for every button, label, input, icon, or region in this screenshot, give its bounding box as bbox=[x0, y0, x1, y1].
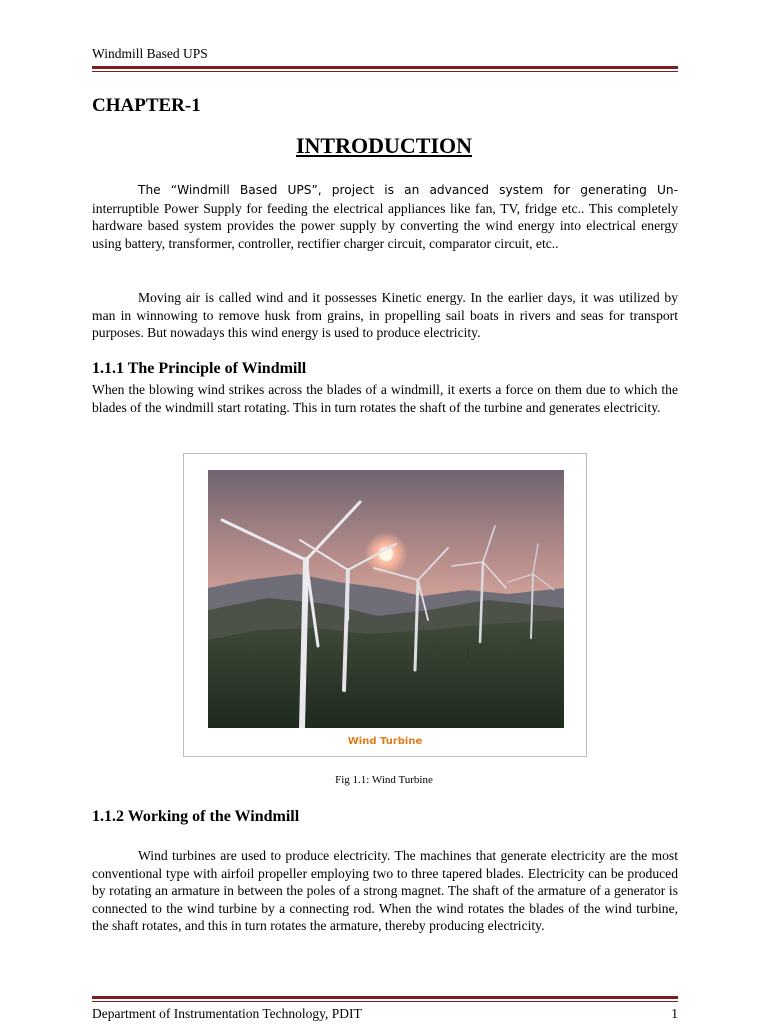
intro-paragraph-2-text: Moving air is called wind and it possesses Kinetic energy. In the earlier days, it was utilized by man in winnowing to remove husk from grains, in propelling sail boats in rivers and seas for transport purposes. But nowadays this wind energy is used to produce electricity. bbox=[92, 290, 678, 340]
figure-caption: Fig 1.1: Wind Turbine bbox=[335, 774, 433, 786]
header-rule-thin bbox=[92, 71, 678, 72]
figure-image-label: Wind Turbine bbox=[347, 736, 423, 747]
intro-paragraph-2 bbox=[92, 289, 678, 342]
chapter-label: CHAPTER-1 bbox=[92, 95, 201, 116]
section-heading-principle: 1.1.1 The Principle of Windmill bbox=[92, 360, 307, 377]
intro-paragraph-1-lead: The “Windmill Based UPS”, project is an advanced system for generating Un- bbox=[138, 183, 678, 197]
working-paragraph-text: Wind turbines are used to produce electricity. The machines that generate electricity are the most conventional type with airfoil propeller employing two to three tapered blades. Electricity can be produced by rotating an armature in between the poles of a strong magnet. The shaft of the armature of a generator is connected to the wind turbine by a connecting rod. When the wind rotates the blades of the wind turbine, the shaft rotates, and this in turn rotates the armature, thereby producing electricity. bbox=[92, 848, 678, 933]
wind-turbine-photo bbox=[208, 470, 564, 728]
header-rule-thick bbox=[92, 66, 678, 69]
figure-frame bbox=[183, 453, 587, 757]
footer-rule-thin bbox=[92, 1001, 678, 1002]
intro-paragraph-1-rest: interruptible Power Supply for feeding the electrical appliances like fan, TV, fridge etc.. This completely hardware based system provides the power supply by converting the wind energy into electrical energy using battery, transformer, controller, rectifier charger circuit, comparator circuit, etc.. bbox=[92, 200, 678, 251]
footer-department: Department of Instrumentation Technology, PDIT bbox=[92, 1006, 362, 1021]
footer-rule-thick bbox=[92, 996, 678, 999]
intro-paragraph-1 bbox=[92, 181, 678, 252]
page-title: INTRODUCTION bbox=[295, 133, 473, 158]
page-number: 1 bbox=[671, 1006, 678, 1021]
running-header: Windmill Based UPS bbox=[92, 46, 208, 61]
working-paragraph bbox=[92, 847, 678, 935]
section-heading-working: 1.1.2 Working of the Windmill bbox=[92, 808, 300, 825]
principle-paragraph: When the blowing wind strikes across the blades of a windmill, it exerts a force on them due to which the blades of the windmill start rotating. This in turn rotates the shaft of the turbine and generates electricity. bbox=[92, 382, 678, 415]
